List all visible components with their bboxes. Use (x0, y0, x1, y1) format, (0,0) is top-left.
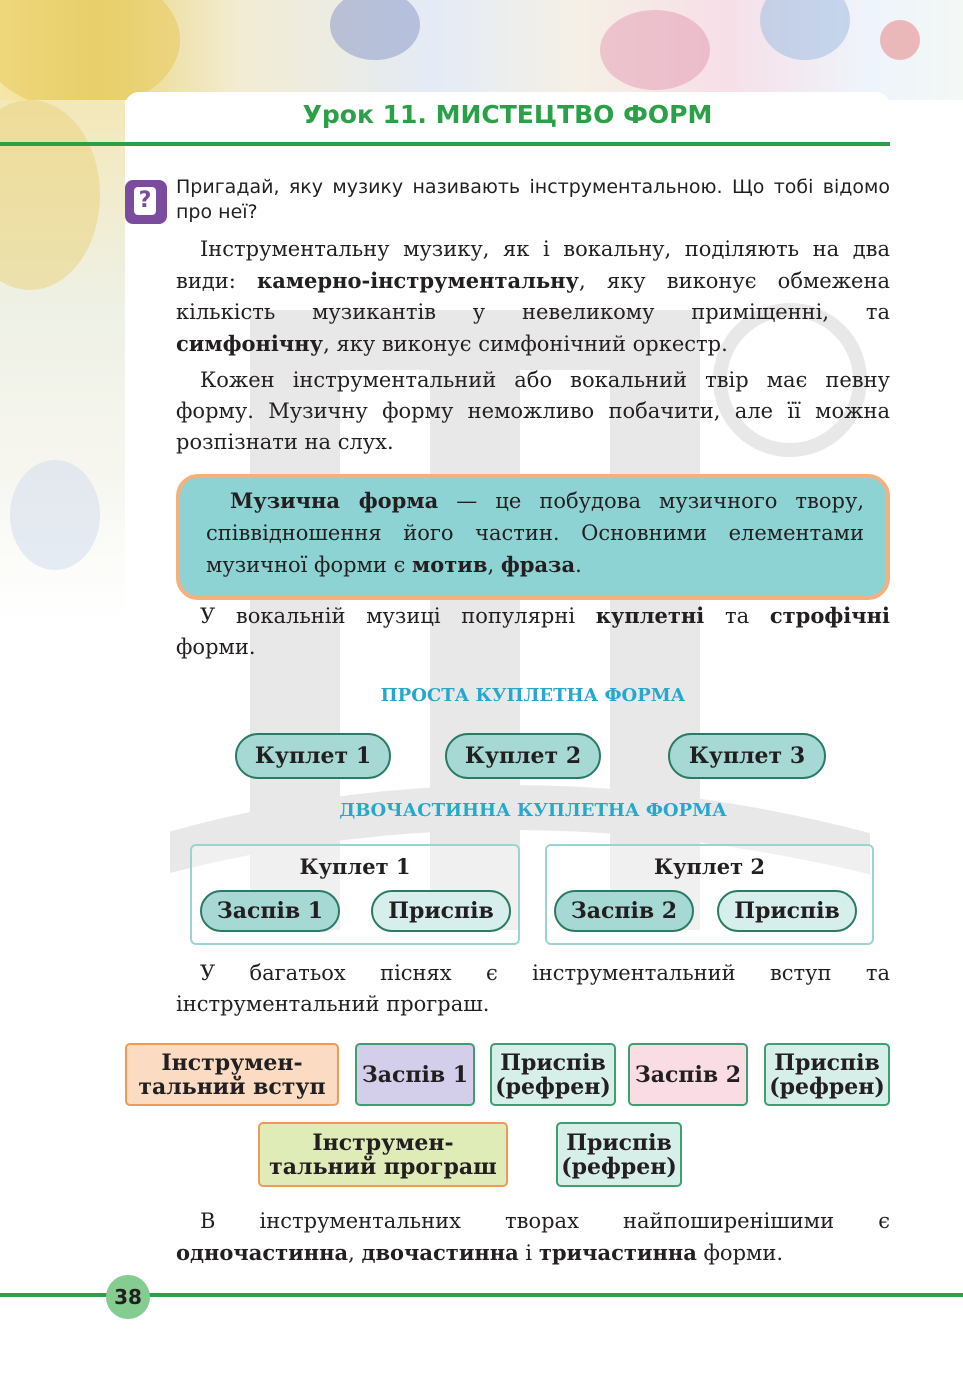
simple-form-heading: ПРОСТА КУПЛЕТНА ФОРМА (380, 685, 686, 706)
simple-form-item: Куплет 2 (445, 733, 601, 779)
question-badge (125, 180, 167, 224)
interlude-card: Інструмен- тальний програш (258, 1122, 508, 1187)
term-couplet: куплетні (595, 603, 705, 628)
term-chamber: камерно-інструментальну (257, 268, 579, 293)
verse-pill: Заспів 1 (200, 890, 340, 932)
term-motif: мотив (412, 552, 488, 577)
recall-question: Пригадай, яку музику називають інструментальною. Що тобі відомо про неї? (176, 176, 890, 223)
verse-card: Заспів 1 (355, 1043, 475, 1106)
verse-card: Заспів 2 (628, 1043, 748, 1106)
title-underline (0, 142, 890, 146)
couplet-label: Куплет 1 (299, 854, 411, 879)
term-one-part: одночастинна (176, 1240, 349, 1265)
chorus-card: Приспів (рефрен) (490, 1043, 616, 1106)
chorus-card: Приспів (рефрен) (556, 1122, 682, 1187)
lesson-title: Урок 11. МИСТЕЦТВО ФОРМ (302, 100, 713, 129)
paragraph-vocal-forms: У вокальній музиці популярні куплетні та строфічні форми. (176, 603, 890, 659)
question-mark-icon: ? (134, 187, 156, 215)
term-strophic: строфічні (769, 603, 890, 628)
intro-card: Інструмен- тальний вступ (125, 1043, 339, 1106)
term-musical-form: Музична форма (230, 488, 439, 513)
term-two-part: двочастинна (361, 1240, 519, 1265)
page-number: 38 (106, 1275, 150, 1319)
paragraph-instrumental-forms: В інструментальних творах найпоширенішими є одночастинна, двочастинна і тричастинна форми. (176, 1209, 890, 1265)
paragraph-musical-form: Кожен інструментальний або вокальний твір має певну форму. Музичну форму неможливо побачити, але її можна розпізнати на слух. (176, 368, 890, 454)
simple-form-item: Куплет 1 (235, 733, 391, 779)
chorus-card: Приспів (рефрен) (764, 1043, 890, 1106)
definition-text: Музична форма — це побудова музичного твору, співвідношення його частин. Основними елементами музичної форми є мотив, фраза. (206, 488, 864, 577)
chorus-pill: Приспів (717, 890, 857, 932)
term-symphonic: симфонічну (176, 331, 324, 356)
watercolor-header-background (0, 0, 963, 100)
chorus-pill: Приспів (371, 890, 511, 932)
term-three-part: тричастинна (538, 1240, 697, 1265)
verse-pill: Заспів 2 (554, 890, 694, 932)
watercolor-side-background (0, 100, 125, 620)
two-part-form-heading: ДВОЧАСТИННА КУПЛЕТНА ФОРМА (339, 800, 727, 821)
couplet-label: Куплет 2 (653, 854, 766, 879)
term-phrase: фраза (500, 552, 576, 577)
paragraph-instrumental-types: Інструментальну музику, як і вокальну, поділяють на два види: камерно-інструментальну, яку виконує обмежена кількість музикантів у невеликому приміщенні, та симфонічну, яку виконує симфонічний оркестр. (176, 237, 890, 356)
simple-form-item: Куплет 3 (668, 733, 826, 779)
paragraph-intro-interlude: У багатьох піснях є інструментальний вступ та інструментальний програш. (176, 961, 890, 1016)
